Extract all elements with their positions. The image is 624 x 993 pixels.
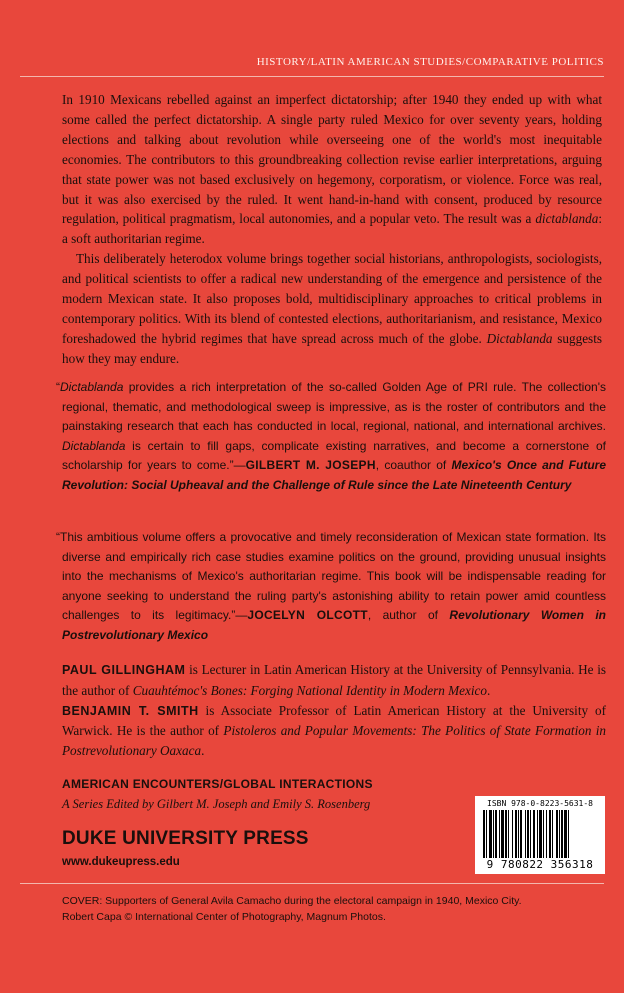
quote-mark: “ (56, 380, 60, 394)
description-emphasis: Dictablanda (486, 330, 553, 346)
endorser-book: Mexico's Once and Future Revolution: Social Upheaval and the Challenge of Rule since the Late Nineteenth Century (62, 458, 607, 492)
quote-emphasis: Dictablanda (60, 380, 124, 394)
barcode-bar (549, 810, 551, 858)
editor-name: BENJAMIN T. SMITH (62, 703, 199, 718)
top-divider (20, 76, 604, 77)
isbn-barcode (475, 796, 605, 874)
barcode-bar (537, 810, 538, 858)
editor-name: PAUL GILLINGHAM (62, 663, 186, 677)
bio-text: . (487, 682, 491, 698)
series-title: AMERICAN ENCOUNTERS/GLOBAL INTERACTIONS (62, 777, 373, 791)
cover-credit-line-1: COVER: Supporters of General Avila Camacho during the electoral campaign in 1940, Mexico City. (62, 895, 522, 907)
category-label: HISTORY/LATIN AMERICAN STUDIES/COMPARATIVE POLITICS (256, 56, 604, 68)
description-text: suggests how they may endure. (62, 330, 602, 366)
isbn-digits: 9 780822 356318 (486, 858, 594, 871)
bio-text: is Lecturer in Latin American History at the University of Pennsylvania. He is the author of (62, 662, 606, 698)
barcode-bar (561, 810, 563, 858)
description-text: : a soft authoritarian regime. (62, 211, 602, 247)
endorser-name: GILBERT M. JOSEPH (245, 458, 376, 473)
description-emphasis: dictablanda (535, 211, 599, 227)
barcode-bar (483, 810, 485, 858)
editor-bio-1 (62, 660, 606, 701)
series-editors: A Series Edited by Gilbert M. Joseph and Emily S. Rosenberg (62, 797, 371, 811)
barcode-bar (552, 810, 553, 858)
barcode-bar (568, 810, 569, 858)
endorser-role: , coauthor of (375, 458, 452, 473)
publisher-name: DUKE UNIVERSITY PRESS (62, 828, 309, 849)
book-description (62, 90, 602, 369)
isbn-label: ISBN 978-0-8223-5631-8 (487, 799, 593, 808)
cover-credit (62, 893, 622, 925)
barcode-bar (546, 810, 547, 858)
barcode-bar (486, 810, 487, 858)
barcode-bar (518, 810, 519, 858)
barcode-bar (489, 810, 492, 858)
endorser-book: Revolutionary Women in Postrevolutionary Mexico (62, 608, 606, 642)
barcode-bar (559, 810, 560, 858)
endorsement-quote-1 (56, 378, 607, 496)
editor-bios (62, 660, 606, 761)
description-text: This deliberately heterodox volume brings together social historians, anthropologists, sociologists, and political scientists to offer a radical new understanding of the emergence and persistence of the modern Mexican state. It also proposes bold, multidisciplinary approaches to critical problems in contemporary politics. With its blend of contested elections, authoritarianism, and resistance, Mexico foreshadowed the hybrid regimes that have spread across much of the globe. (62, 251, 602, 346)
barcode-bar (556, 810, 558, 858)
barcode-bar (508, 810, 509, 858)
quote-emphasis: Dictablanda (62, 438, 126, 453)
barcode-bar (495, 810, 497, 858)
barcode-bar (543, 810, 544, 858)
barcode-bar (493, 810, 494, 858)
description-paragraph-2 (62, 249, 602, 368)
barcode-bar (527, 810, 529, 858)
quote-text: provides a rich interpretation of the so-called Golden Age of PRI rule. The collection's regional, thematic, and methodological sweep is impressive, as is the roster of contributors and the painstaking research that each has conducted in local, regional, national, and international archives. (62, 380, 606, 434)
editor-bio-2 (62, 701, 606, 761)
cover-credit-line-2: Robert Capa © International Center of Photography, Magnum Photos. (62, 911, 386, 923)
endorsement-quote-2 (56, 528, 606, 646)
bio-book: Pistoleros and Popular Movements: The Politics of State Formation in Postrevolutionary Oaxaca (62, 723, 606, 759)
quote-text: is certain to fill gaps, complicate existing narratives, and become a cornerstone of scholarship for years to come.”— (62, 438, 606, 473)
barcode-bar (530, 810, 531, 858)
barcode-bar (564, 810, 567, 858)
quote-text: “This ambitious volume offers a provocative and timely reconsideration of Mexican state formation. Its diverse and empirically rich case studies examine politics on the ground, providing unusual insights into the mechanisms of Mexico's authoritarian regime. This book will be indispensable reading for anyone seeking to understand the ruling party's astonishing ability to retain power amid countless challenges to its legitimacy.”— (56, 530, 606, 623)
description-text: In 1910 Mexicans rebelled against an imperfect dictatorship; after 1940 they ended up with what some called the perfect dictatorship. A single party ruled Mexico for over seventy years, holding elections and talking about revolution while overseeing one of the world's most inequitable economies. The contributors to this groundbreaking collection revise earlier interpretations, arguing that state power was not based exclusively on hegemony, corporatism, or violence. Force was real, but it was also exercised by the ruled. It went hand-in-hand with consent, produced by resource regulation, political pragmatism, local autonomies, and a popular veto. The result was a (62, 92, 602, 227)
barcode-bar (520, 810, 522, 858)
barcode-bar (499, 810, 500, 858)
description-paragraph-1 (62, 90, 602, 249)
barcode-bar (525, 810, 526, 858)
barcode-bars (483, 810, 597, 858)
barcode-bar (539, 810, 542, 858)
endorser-name: JOCELYN OLCOTT (247, 608, 368, 623)
barcode-bar (515, 810, 517, 858)
barcode-bar (512, 810, 513, 858)
bottom-divider (20, 883, 604, 884)
barcode-bar (501, 810, 504, 858)
endorser-role: , author of (367, 608, 450, 623)
bio-book: Cuauhtémoc's Bones: Forging National Identity in Modern Mexico (132, 682, 487, 698)
barcode-bar (533, 810, 535, 858)
barcode-bar (505, 810, 507, 858)
publisher-url[interactable]: www.dukeupress.edu (62, 856, 180, 868)
bio-text: is Associate Professor of Latin American History at the University of Warwick. He is the author of (62, 702, 607, 739)
bio-text: . (201, 743, 205, 759)
